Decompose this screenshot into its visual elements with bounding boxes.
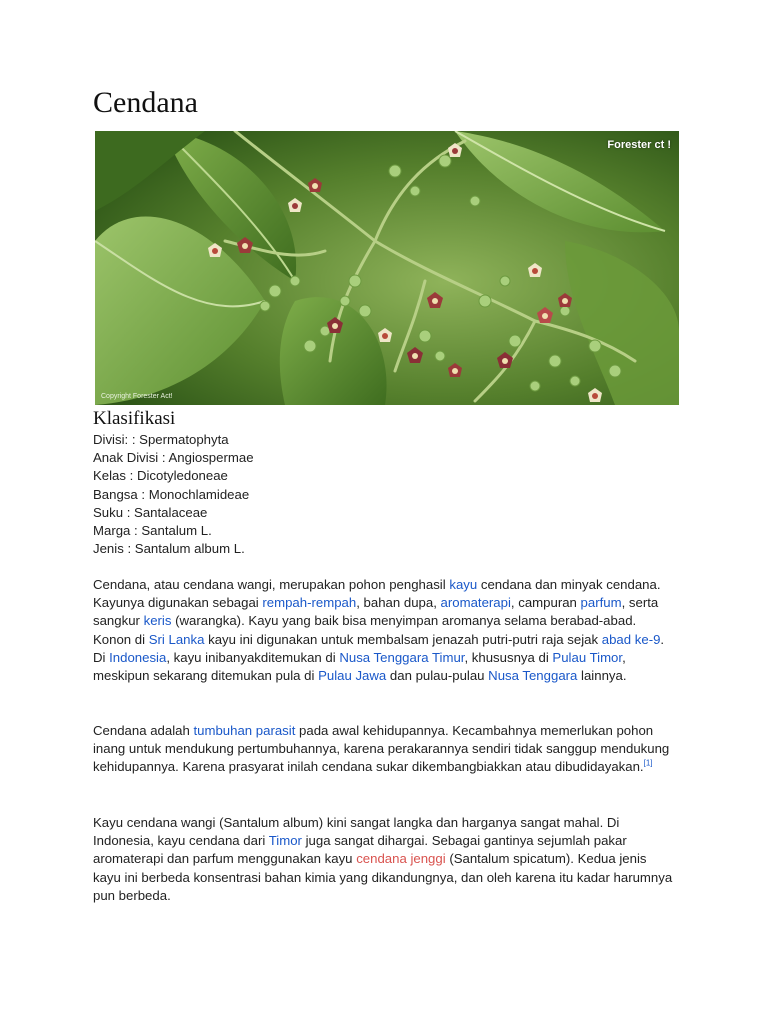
text-run: lainnya.	[577, 668, 627, 684]
page-title: Cendana	[93, 86, 198, 119]
text-run: , khususnya di	[464, 649, 553, 665]
text-run: , kayu inibanyakditemukan di	[166, 649, 340, 665]
text-run: . Di	[93, 631, 665, 665]
text-run: kayu ini digunakan untuk membalsam jenazah putri-putri raja sejak	[204, 631, 602, 647]
text-run: (warangka). Kayu yang baik bisa menyimpan aromanya selama berabad-abad. Konon di	[93, 613, 637, 647]
text-run: Kayu cendana wangi (Santalum album) kini sangat langka dan harganya sangat mahal. Di Indonesia, kayu cendana dari	[93, 815, 620, 849]
klasifikasi-heading: Klasifikasi	[93, 408, 176, 429]
cendana-photo	[95, 131, 679, 405]
link-parfum[interactable]: parfum	[580, 595, 622, 611]
klasifikasi-item: Suku : Santalaceae	[93, 504, 208, 520]
klasifikasi-item: Bangsa : Monochlamideae	[93, 486, 250, 502]
text-run: , serta sangkur	[93, 595, 659, 629]
watermark-logo: Forester ct !	[607, 139, 671, 151]
link-pulau-jawa[interactable]: Pulau Jawa	[318, 668, 387, 684]
text-run: Cendana adalah	[93, 723, 194, 738]
link-pulau-timor[interactable]: Pulau Timor	[552, 649, 623, 665]
text-run: dan pulau-pulau	[386, 668, 489, 684]
text-run: (Santalum spicatum). Kedua jenis kayu ini berbeda konsentrasi bahan kimia yang dikandungnya, dan oleh karena itu kadar harumnya pun berbeda.	[93, 851, 673, 903]
text-run: , meskipun sekarang ditemukan pula di	[93, 649, 626, 684]
link-cendana-jenggi[interactable]: cendana jenggi	[356, 851, 446, 867]
paragraph-kayu-wangi	[93, 814, 677, 905]
klasifikasi-item: Jenis : Santalum album L.	[93, 541, 245, 557]
klasifikasi-item: Divisi: : Spermatophyta	[93, 432, 229, 447]
klasifikasi-item: Kelas : Dicotyledoneae	[93, 468, 228, 484]
link-nusa-tenggara[interactable]: Nusa Tenggara	[488, 668, 578, 684]
text-run: Cendana, atau cendana wangi, merupakan pohon penghasil	[93, 577, 450, 592]
klasifikasi-list	[93, 431, 254, 558]
link-nusa-tenggara-timur[interactable]: Nusa Tenggara Timur	[339, 649, 465, 665]
paragraph-parasit	[93, 722, 677, 777]
text-run: cendana dan minyak cendana. Kayunya digunakan sebagai	[93, 577, 661, 611]
link-tumbuhan-parasit[interactable]: tumbuhan parasit	[193, 723, 296, 738]
link-indonesia[interactable]: Indonesia	[109, 649, 167, 665]
klasifikasi-item: Anak Divisi : Angiospermae	[93, 450, 254, 466]
cendana-flowers-illustration	[95, 131, 679, 405]
link-timor[interactable]: Timor	[268, 833, 302, 849]
link-sri-lanka[interactable]: Sri Lanka	[148, 631, 205, 647]
photo-copyright: Copyright Forester Act!	[101, 393, 173, 400]
klasifikasi-item: Marga : Santalum L.	[93, 523, 212, 539]
text-run: pada awal kehidupannya. Kecambahnya memerlukan pohon inang untuk mendukung pertumbuhannya, karena perakarannya sendiri tidak sanggup mendukung kehidupannya. Karena prasyarat inilah cendana sukar dikembangbiakkan atau dibudidayakan.	[93, 723, 670, 775]
text-run: , bahan dupa,	[356, 595, 441, 611]
paragraph-intro	[93, 576, 677, 685]
reference-link[interactable]: [1]	[643, 759, 653, 769]
link-aromaterapi[interactable]: aromaterapi	[440, 595, 511, 611]
link-abad-ke-9[interactable]: abad ke-9	[601, 631, 661, 647]
link-rempah-rempah[interactable]: rempah-rempah	[262, 595, 357, 611]
text-run: juga sangat dihargai. Sebagai gantinya sejumlah pakar aromaterapi dan parfum menggunakan kayu	[93, 833, 627, 867]
link-kayu[interactable]: kayu	[449, 577, 478, 592]
text-run: , campuran	[510, 595, 581, 611]
link-keris[interactable]: keris	[143, 613, 172, 629]
